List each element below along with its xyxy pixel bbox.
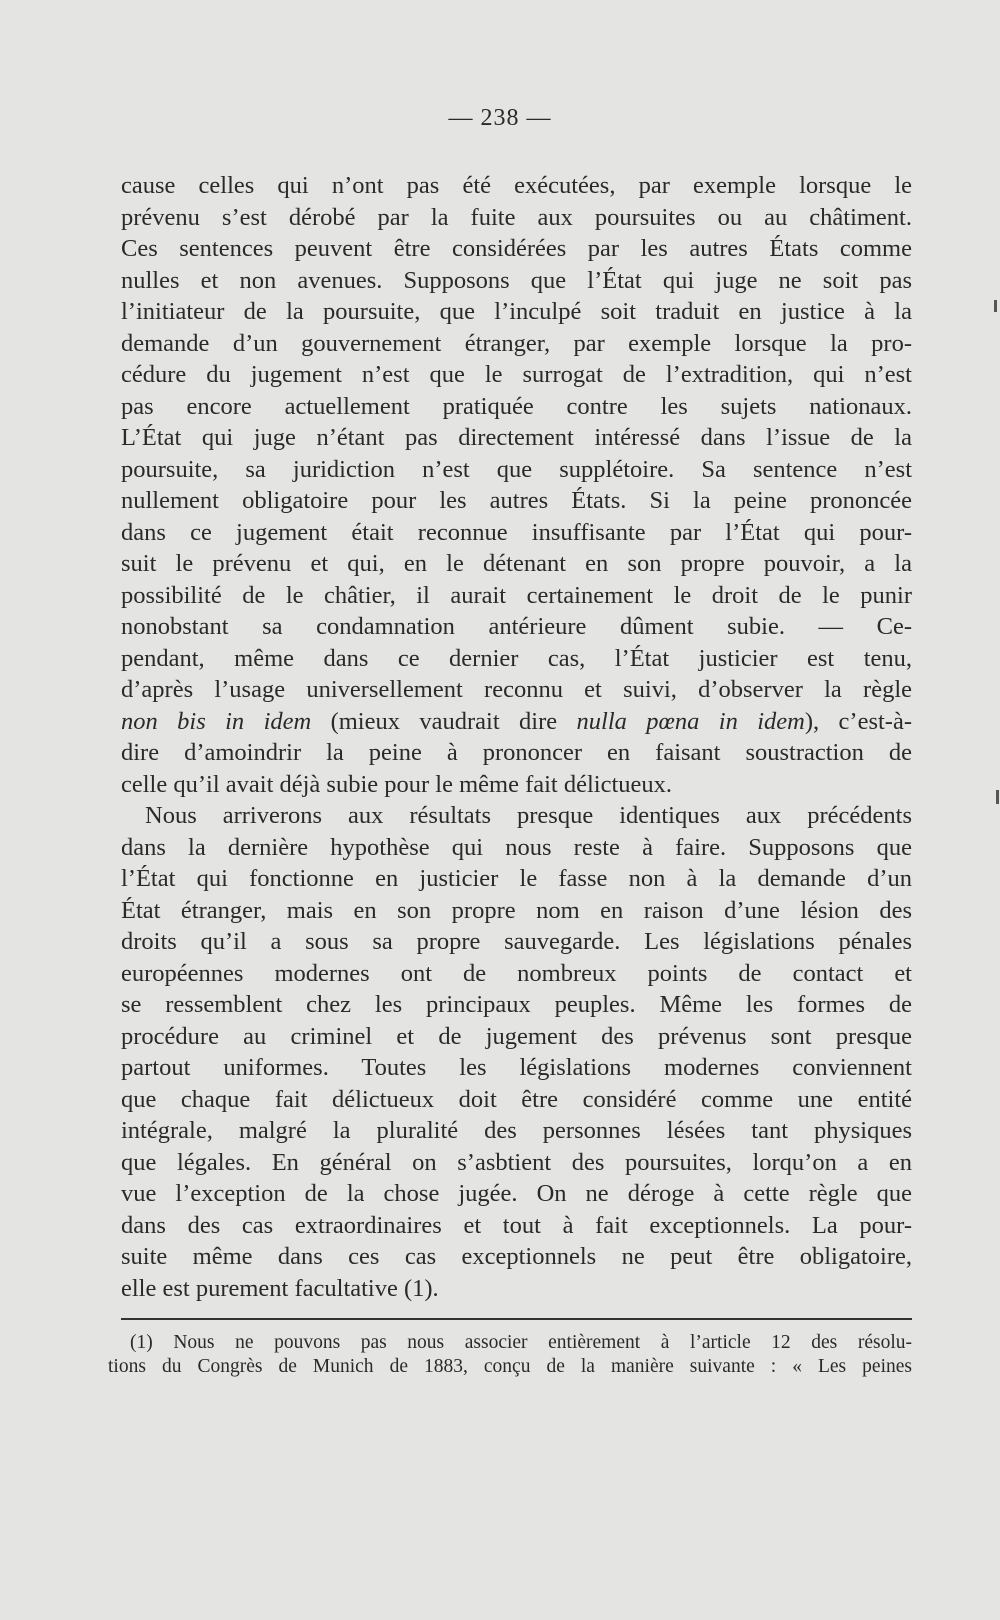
text-line: Nous arriverons aux résultats presque identiques aux précédents <box>145 802 912 829</box>
footnote-line: (1) Nous ne pouvons pas nous associer entièrement à l’article 12 des résolu- <box>130 1332 912 1353</box>
text-line: dans la dernière hypothèse qui nous reste à faire. Supposons que <box>121 833 912 861</box>
text-line: vue l’exception de la chose jugée. On ne déroge à cette règle que <box>121 1180 912 1207</box>
text-line: pendant, même dans ce dernier cas, l’État justicier est tenu, <box>121 644 912 672</box>
text-segment: (mieux vaudrait dire <box>311 707 577 735</box>
text-line: dans ce jugement était reconnue insuffisante par l’État qui pour- <box>121 518 912 546</box>
text-line: État étranger, mais en son propre nom en raison d’une lésion des <box>121 896 912 924</box>
footnote-rule <box>121 1318 912 1320</box>
italic-phrase: non bis in idem <box>121 707 312 735</box>
text-segment: ), c’est-à- <box>804 707 912 735</box>
text-line: que chaque fait délictueux doit être considéré comme une entité <box>121 1085 912 1113</box>
margin-mark <box>994 300 997 312</box>
margin-mark <box>996 790 999 804</box>
text-line: européennes modernes ont de nombreux points de contact et <box>121 959 912 987</box>
italic-phrase: nulla pœna in idem <box>576 707 805 735</box>
text-line: celle qu’il avait déjà subie pour le même fait délictueux. <box>121 770 673 798</box>
text-line: demande d’un gouvernement étranger, par exemple lorsque la pro- <box>121 329 912 357</box>
text-line: L’État qui juge n’étant pas directement intéressé dans l’issue de la <box>121 424 912 451</box>
text-line: partout uniformes. Toutes les législations modernes conviennent <box>121 1054 912 1081</box>
text-line: l’État qui fonctionne en justicier le fasse non à la demande d’un <box>121 865 912 892</box>
text-line: nonobstant sa condamnation antérieure dûment subie. — Ce- <box>121 613 912 640</box>
text-line: d’après l’usage universellement reconnu et suivi, d’observer la règle <box>121 676 912 703</box>
text-line: procédure au criminel et de jugement des prévenus sont presque <box>121 1022 912 1050</box>
text-line: dire d’amoindrir la peine à prononcer en faisant soustraction de <box>121 739 912 766</box>
text-line: l’initiateur de la poursuite, que l’inculpé soit traduit en justice à la <box>121 298 912 325</box>
text-line-with-italics <box>121 706 912 738</box>
text-line: Ces sentences peuvent être considérées par les autres États comme <box>121 235 912 262</box>
text-line: nulles et non avenues. Supposons que l’État qui juge ne soit pas <box>121 266 912 294</box>
footnote <box>108 1331 912 1379</box>
text-line: droits qu’il a sous sa propre sauvegarde. Les législations pénales <box>121 928 912 955</box>
footnote-line: tions du Congrès de Munich de 1883, conçu de la manière suivante : « Les peines <box>108 1356 912 1377</box>
text-line: que légales. En général on s’asbtient des poursuites, lorqu’on a en <box>121 1148 912 1176</box>
text-line: cause celles qui n’ont pas été exécutées, par exemple lorsque le <box>121 172 912 199</box>
text-line: pas encore actuellement pratiquée contre les sujets nationaux. <box>121 392 912 420</box>
text-line: intégrale, malgré la pluralité des personnes lésées tant physiques <box>121 1117 912 1144</box>
text-line: poursuite, sa juridiction n’est que supplétoire. Sa sentence n’est <box>121 455 912 483</box>
text-line: se ressemblent chez les principaux peuples. Même les formes de <box>121 991 912 1018</box>
body-text <box>121 170 912 1304</box>
text-line: nullement obligatoire pour les autres États. Si la peine prononcée <box>121 487 912 514</box>
text-line: dans des cas extraordinaires et tout à fait exceptionnels. La pour- <box>121 1211 912 1239</box>
text-line: possibilité de le châtier, il aurait certainement le droit de le punir <box>121 581 912 609</box>
page-number: — 238 — <box>448 105 552 131</box>
text-line: elle est purement facultative (1). <box>121 1274 439 1302</box>
text-line: prévenu s’est dérobé par la fuite aux poursuites ou au châtiment. <box>121 203 912 231</box>
text-line: cédure du jugement n’est que le surrogat de l’extradition, qui n’est <box>121 361 912 388</box>
text-line: suite même dans ces cas exceptionnels ne peut être obligatoire, <box>121 1243 912 1270</box>
text-line: suit le prévenu et qui, en le détenant en son propre pouvoir, a la <box>121 550 912 577</box>
